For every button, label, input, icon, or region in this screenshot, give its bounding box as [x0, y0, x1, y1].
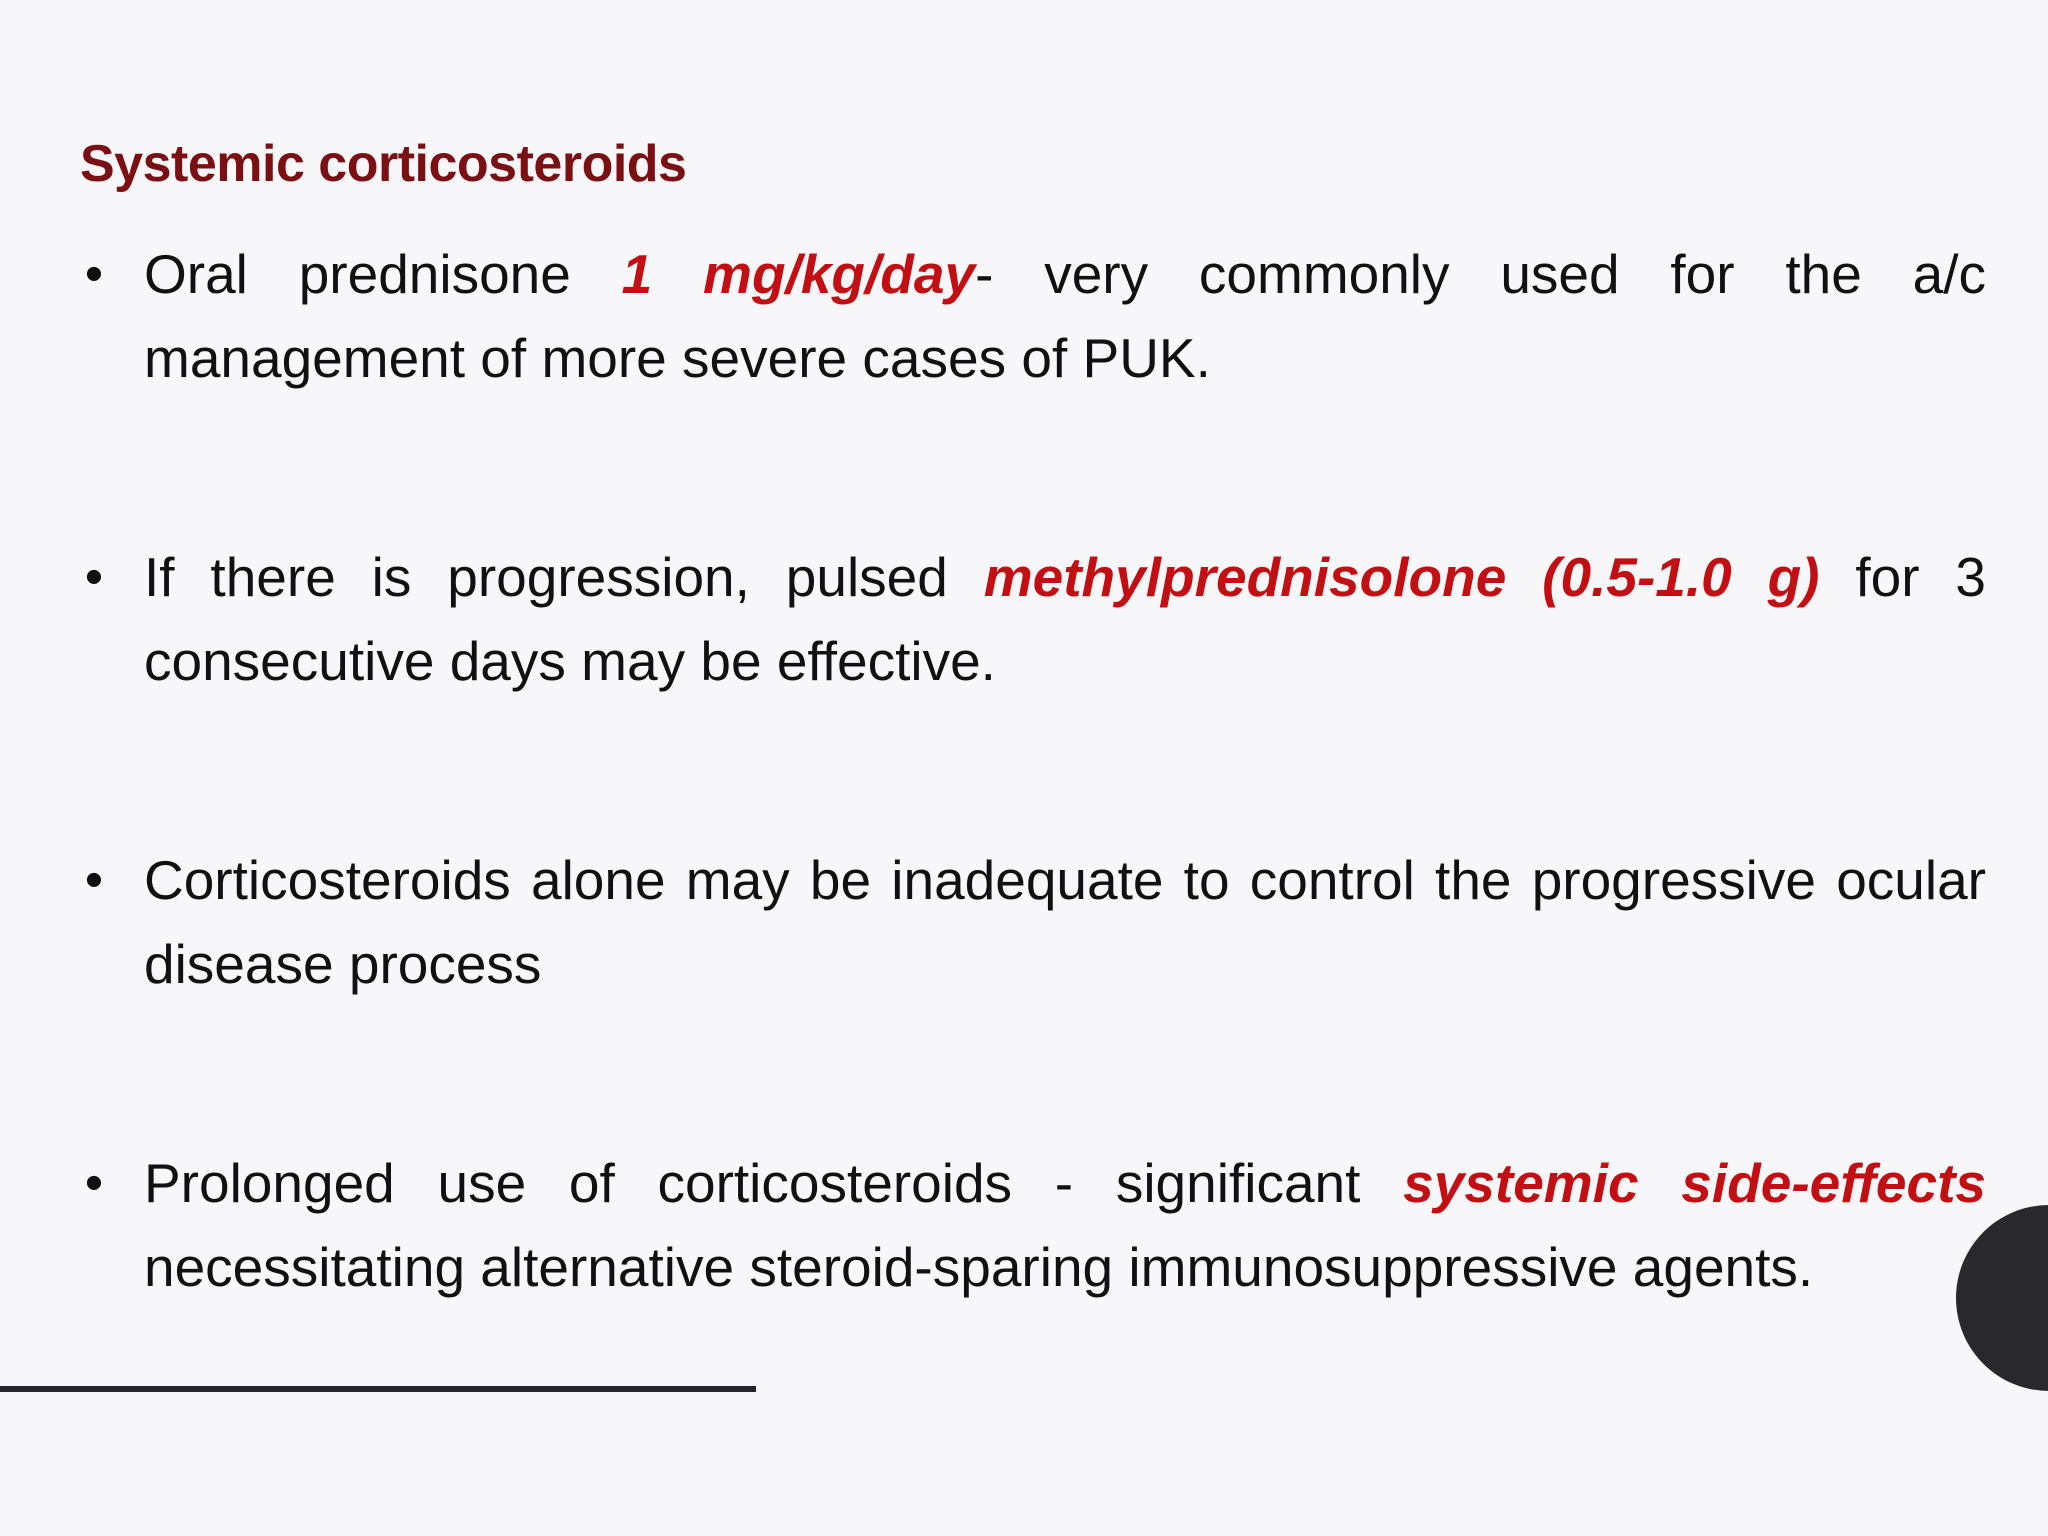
- bullet-item-prednisone: [80, 232, 1986, 400]
- bullet-text-tail: for 3 consecutive days may be effective.: [144, 546, 1987, 692]
- bullet-item-inadequate: [80, 838, 1986, 1006]
- bullet-item-methylprednisolone: [80, 535, 1986, 703]
- bottom-divider-line: [0, 1386, 756, 1392]
- bullet-item-side-effects: [80, 1141, 1986, 1309]
- bullet-icon: •: [84, 245, 104, 303]
- bullet-icon: •: [84, 1154, 104, 1212]
- slide-title: Systemic corticosteroids: [80, 135, 687, 193]
- bullet-text-tail: necessitating alternative steroid-sparing immunosuppressive agents.: [144, 1236, 1814, 1298]
- bullet-emphasis: methylprednisolone (0.5-1.0 g): [983, 546, 1820, 608]
- bullet-icon: •: [84, 548, 104, 606]
- bullet-text: Oral prednisone: [144, 243, 622, 305]
- bullet-list: [80, 232, 1986, 1309]
- bullet-icon: •: [84, 851, 104, 909]
- bullet-emphasis: 1 mg/kg/day: [621, 243, 976, 305]
- bullet-text: Prolonged use of corticosteroids - significant: [144, 1152, 1404, 1214]
- bullet-text: If there is progression, pulsed: [144, 546, 984, 608]
- bullet-text-tail: - very commonly used for the a/c management of more severe cases of PUK.: [144, 243, 1987, 389]
- bullet-emphasis: systemic side-effects: [1403, 1152, 1986, 1214]
- bullet-text: Corticosteroids alone may be inadequate to control the progressive ocular disease process: [144, 849, 1986, 995]
